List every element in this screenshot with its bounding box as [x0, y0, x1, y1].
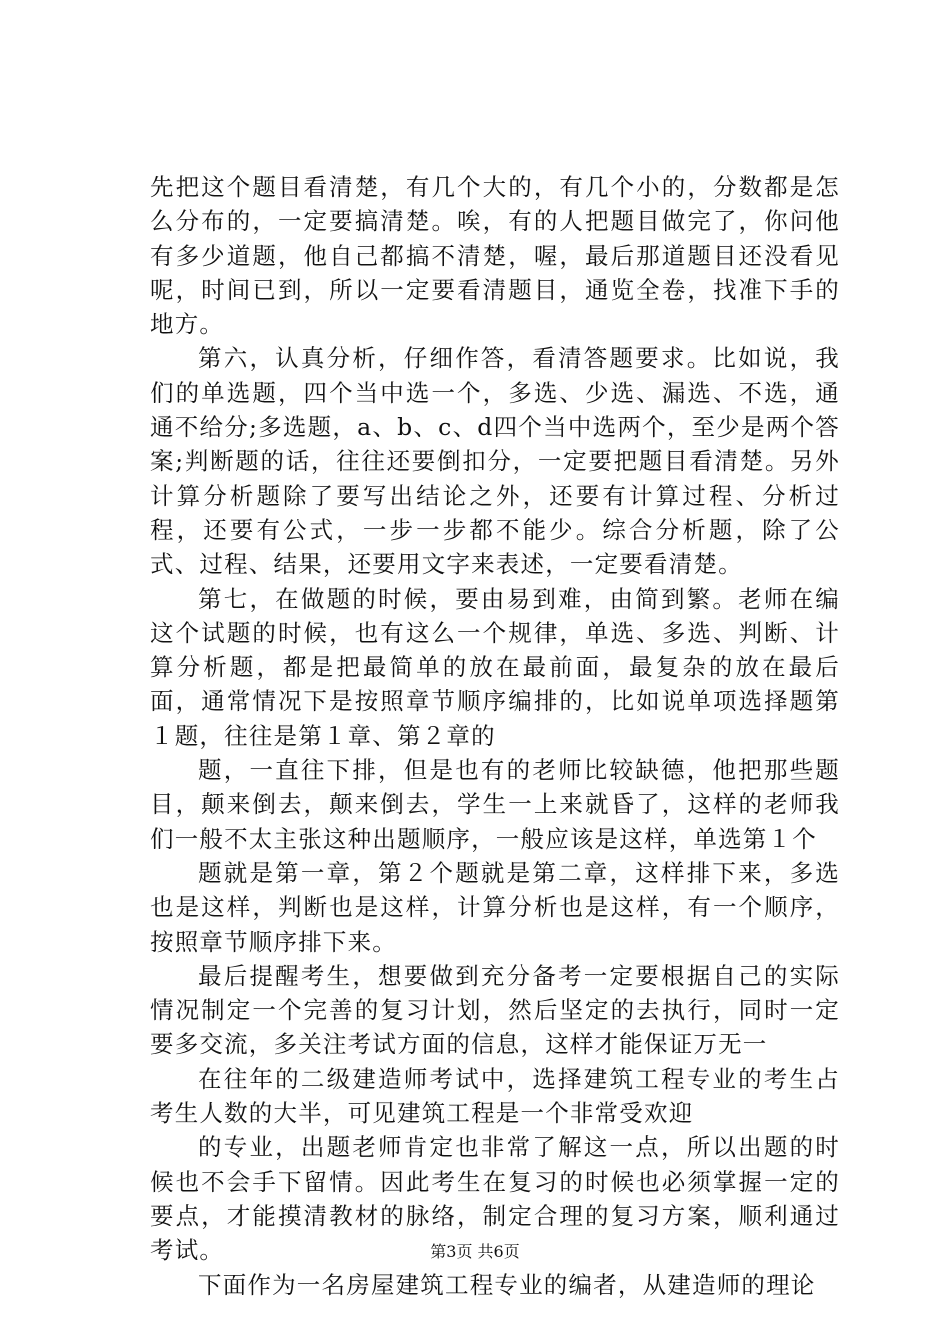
- paragraph-7: 在往年的二级建造师考试中，选择建筑工程专业的考生占考生人数的大半，可见建筑工程是一个非常受欢迎: [150, 1064, 840, 1128]
- paragraph-1: 先把这个题目看清楚，有几个大的，有几个小的，分数都是怎么分布的，一定要搞清楚。唉，有的人把题目做完了，你问他有多少道题，他自己都搞不清楚，喔，最后那道题目还没看见呢，时间已到，所以一定要看清题目，通览全卷，找准下手的地方。: [150, 173, 840, 339]
- paragraph-8: 的专业，出题老师肯定也非常了解这一点，所以出题的时候也不会手下留情。因此考生在复习的时候也必须掌握一定的要点，才能摸清教材的脉络，制定合理的复习方案，顺利通过考试。: [150, 1133, 840, 1265]
- paragraph-6: 最后提醒考生，想要做到充分备考一定要根据自己的实际情况制定一个完善的复习计划，然后坚定的去执行，同时一定要多交流，多关注考试方面的信息，这样才能保证万无一: [150, 961, 840, 1059]
- paragraph-4: 题，一直往下排，但是也有的老师比较缺德，他把那些题目，颠来倒去，颠来倒去，学生一上来就昏了，这样的老师我们一般不太主张这种出题顺序，一般应该是这样，单选第１个: [150, 756, 840, 853]
- page-footer: 第3页 共6页: [430, 1242, 520, 1261]
- paragraph-9: 下面作为一名房屋建筑工程专业的编者，从建造师的理论: [198, 1270, 816, 1299]
- paragraph-2: 第六，认真分析，仔细作答，看清答题要求。比如说，我们的单选题，四个当中选一个，多选、少选、漏选、不选，通通不给分;多选题，a、b、c、d四个当中选两个，至少是两个答案;判断题的话，往往还要倒扣分，一定要把题目看清楚。另外计算分析题除了要写出结论之外，还要有计算过程、分析过程，还要有公式，一步一步都不能少。综合分析题，除了公式、过程、结果，还要用文字来表述，一定要看清楚。: [150, 344, 840, 579]
- paragraph-5: 题就是第一章，第２个题就是第二章，这样排下来，多选也是这样，判断也是这样，计算分析也是这样，有一个顺序，按照章节顺序排下来。: [150, 858, 840, 956]
- paragraph-3: 第七，在做题的时候，要由易到难，由简到繁。老师在编这个试题的时候，也有这么一个规律，单选、多选、判断、计算分析题，都是把最简单的放在最前面，最复杂的放在最后面，通常情况下是按照章节顺序编排的，比如说单项选择题第１题，往往是第１章、第２章的: [150, 584, 840, 750]
- document-body: [150, 170, 840, 1302]
